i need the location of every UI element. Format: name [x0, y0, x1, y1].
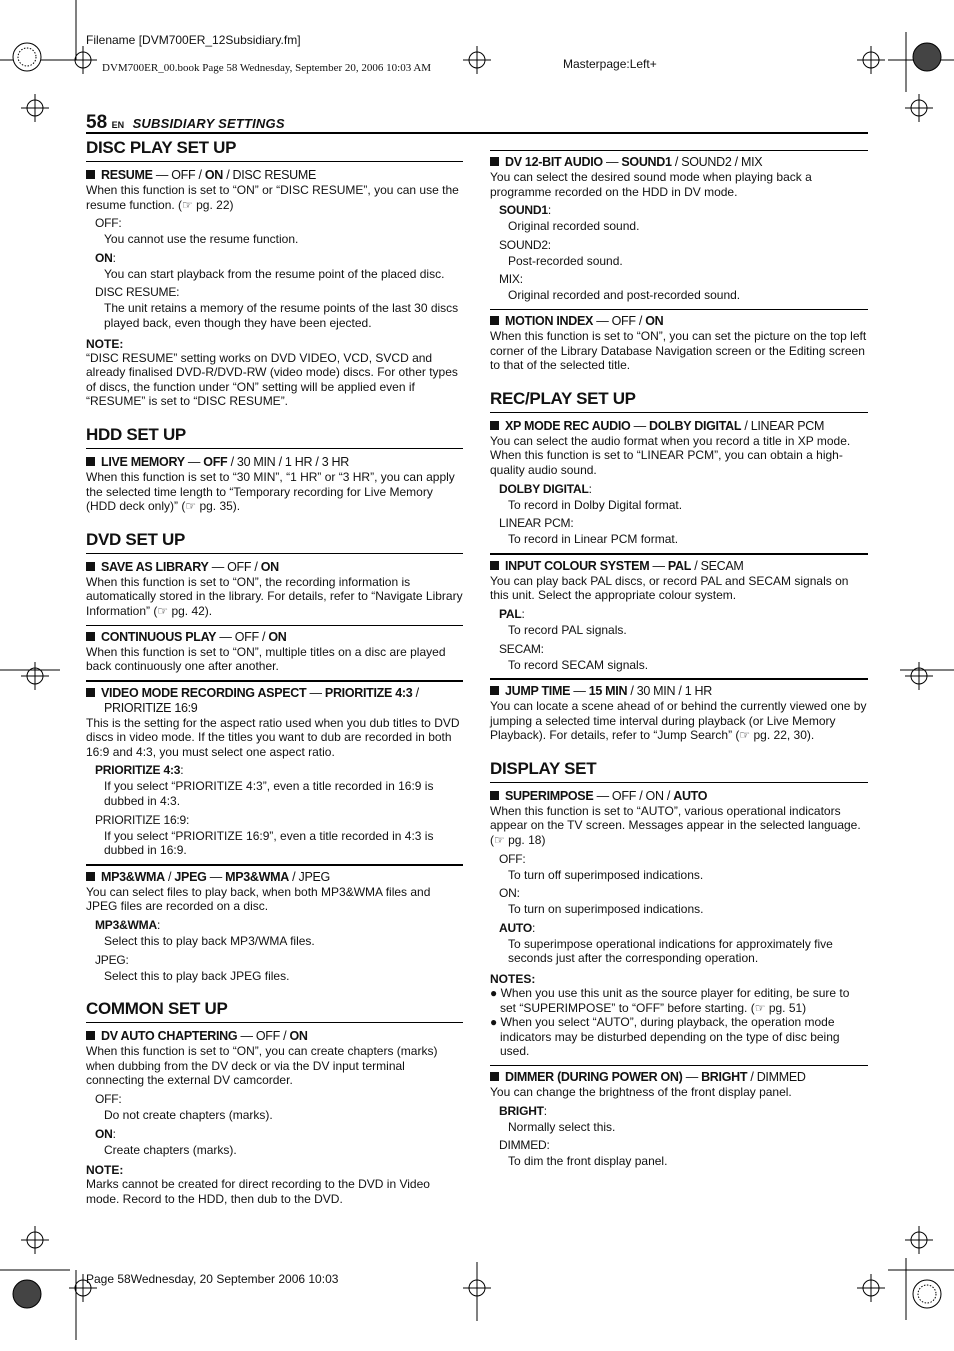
option-desc: To turn on superimposed indications.: [508, 902, 704, 917]
option-label: SOUND1:: [499, 203, 551, 218]
right-column: [490, 146, 868, 1169]
item-body: When this function is set to “30 MIN”, “1 HR” or “3 HR”, you can apply the selected time length to “Temporary recording for Live Memory (HDD deck only)” (☞ pg. 35).: [86, 469, 455, 514]
option-desc: Do not create chapters (marks).: [104, 1108, 273, 1122]
item-body: When this function is set to “ON”, you can create chapters (marks) when dubbing from the DV deck or via the DV input terminal connecting the external DV camcorder.: [86, 1044, 438, 1088]
item-body: When this function is set to “AUTO”, various operational indicators appear on the TV screen. Messages appear in the selected language. (☞ pg. 18): [490, 803, 861, 848]
item-jump-time: [490, 678, 868, 743]
running-header: [86, 112, 868, 134]
book-line: DVM700ER_00.book Page 58 Wednesday, September 20, 2006 10:03 AM: [102, 62, 432, 74]
item-heading: SUPERIMPOSE — OFF / ON / AUTO: [490, 789, 868, 804]
item-dv-auto-chaptering: [86, 1027, 463, 1206]
item-heading: RESUME — OFF / ON / DISC RESUME: [86, 168, 463, 183]
item-continuous-play: [86, 625, 463, 674]
item-heading: DIMMER (DURING POWER ON) — BRIGHT / DIMMED: [490, 1070, 868, 1085]
option-label: PRIORITIZE 4:3:: [95, 763, 184, 778]
option-desc: You can start playback from the resume point of the placed disc.: [104, 266, 445, 281]
section-display: DISPLAY SET: [490, 757, 868, 783]
item-motion-index: [490, 309, 868, 373]
option-desc: To record SECAM signals.: [508, 657, 649, 672]
square-bullet-icon: [490, 561, 499, 570]
option-label: PAL:: [499, 606, 525, 621]
item-dv12-audio: [490, 150, 868, 303]
item-body: When this function is set to “ON” or “DISC RESUME”, you can use the resume function. (☞ pg. 22): [86, 183, 459, 212]
note-heading: NOTE:: [86, 1163, 124, 1178]
option-desc: Create chapters (marks).: [104, 1142, 237, 1157]
option-desc: If you select “PRIORITIZE 4:3”, even a title recorded in 16:9 is dubbed in 4:3.: [104, 779, 434, 809]
square-bullet-icon: [86, 688, 95, 697]
note-bullet: ● When you use this unit as the source player for editing, be sure to set “SUPERIMPOSE” to “OFF” before starting. (☞ pg. 51): [490, 986, 850, 1015]
option-label: ON:: [95, 250, 116, 265]
section-dvd: DVD SET UP: [86, 528, 463, 554]
item-heading: XP MODE REC AUDIO — DOLBY DIGITAL / LINEAR PCM: [490, 419, 868, 434]
option-desc: To dim the front display panel.: [508, 1154, 668, 1169]
option-label: BRIGHT:: [499, 1103, 547, 1118]
option-desc: Post-recorded sound.: [508, 253, 623, 268]
section-common: COMMON SET UP: [86, 997, 463, 1023]
section-disc-play: DISC PLAY SET UP: [86, 136, 463, 162]
item-heading: DV 12-BIT AUDIO — SOUND1 / SOUND2 / MIX: [490, 155, 868, 170]
option-label: OFF:: [95, 216, 122, 231]
item-heading: MP3&WMA / JPEG — MP3&WMA / JPEG: [86, 870, 463, 885]
square-bullet-icon: [490, 421, 499, 430]
square-bullet-icon: [86, 872, 95, 881]
square-bullet-icon: [86, 170, 95, 179]
option-label: SOUND2:: [499, 237, 551, 252]
item-resume: [86, 166, 463, 409]
item-save-library: [86, 558, 463, 619]
option-desc: Original recorded and post-recorded sound.: [508, 288, 741, 303]
item-body: You can locate a scene ahead of or behind the currently viewed one by jumping a selected time interval during playback (or Live Memory Playback). For details, refer to “Jump Search” (☞ pg. 22, 30).: [490, 699, 867, 743]
item-body: When this function is set to “ON”, you can set the picture on the top left corner of the Library Database Navigation screen or the Editing screen to that of the selected title.: [490, 328, 867, 373]
option-desc: To record PAL signals.: [508, 622, 627, 637]
option-label: PRIORITIZE 16:9:: [95, 812, 190, 827]
option-label: DIMMED:: [499, 1138, 550, 1153]
square-bullet-icon: [86, 1031, 95, 1040]
option-label: SECAM:: [499, 641, 544, 656]
note-bullet: ● When you select “AUTO”, during playback, the operation mode indicators may be disturbed depending on the type of disc being used.: [490, 1015, 840, 1059]
note-text: “DISC RESUME” setting works on DVD VIDEO, VCD, SVCD and already finalised DVD-R/DVD-RW (video mode) discs. For other types of discs, the function under “ON” setting will be applied even if “RESUME” is set to “DISC RESUME”.: [86, 350, 458, 409]
running-title: SUBSIDIARY SETTINGS: [132, 116, 285, 131]
item-superimpose: [490, 787, 868, 1059]
item-input-colour: [490, 553, 868, 672]
option-desc: Select this to play back JPEG files.: [104, 968, 290, 983]
option-desc: Original recorded sound.: [508, 219, 640, 234]
item-heading: VIDEO MODE RECORDING ASPECT — PRIORITIZE 4:3 / PRIORITIZE 16:9: [86, 686, 463, 716]
item-live-memory: [86, 453, 463, 514]
item-mp3-jpeg: [86, 864, 463, 983]
option-desc: Normally select this.: [508, 1119, 616, 1134]
option-label: JPEG:: [95, 952, 129, 967]
option-label: MP3&WMA:: [95, 918, 161, 933]
option-label: LINEAR PCM:: [499, 516, 574, 531]
left-column: [86, 136, 463, 1206]
item-body: This is the setting for the aspect ratio used when you dub titles to DVD discs in video mode. If the titles you want to dub are recorded in both 16:9 and 4:3, you must select one aspect ratio.: [86, 715, 460, 759]
section-rec-play: REC/PLAY SET UP: [490, 387, 868, 413]
item-heading: JUMP TIME — 15 MIN / 30 MIN / 1 HR: [490, 684, 868, 699]
option-label: AUTO:: [499, 920, 536, 935]
page-number: 58: [86, 112, 108, 133]
option-desc: You cannot use the resume function.: [104, 232, 299, 247]
item-heading: SAVE AS LIBRARY — OFF / ON: [86, 560, 463, 575]
item-body: You can select files to play back, when both MP3&WMA files and JPEG files are recorded on a disc.: [86, 884, 431, 914]
item-body: When this function is set to “ON”, the recording information is automatically stored in the library. For details, refer to “Navigate Library Information” (☞ pg. 42).: [86, 574, 463, 618]
item-body: You can change the brightness of the front display panel.: [490, 1085, 792, 1099]
item-body: You can play back PAL discs, or record PAL and SECAM signals on this unit. Select the appropriate colour system.: [490, 573, 849, 603]
item-heading: INPUT COLOUR SYSTEM — PAL / SECAM: [490, 559, 868, 574]
note-heading: NOTE:: [86, 336, 124, 351]
option-label: MIX:: [499, 272, 523, 287]
option-desc: If you select “PRIORITIZE 16:9”, even a title recorded in 4:3 is dubbed in 16:9.: [104, 828, 434, 858]
option-desc: To record in Linear PCM format.: [508, 532, 679, 547]
item-xp-mode: [490, 417, 868, 547]
option-label: OFF:: [95, 1092, 122, 1106]
square-bullet-icon: [490, 1072, 499, 1081]
item-body: When this function is set to “ON”, multiple titles on a disc are played back continuously one after another.: [86, 644, 446, 674]
option-label: ON:: [499, 886, 520, 901]
item-heading: LIVE MEMORY — OFF / 30 MIN / 1 HR / 3 HR: [86, 455, 463, 470]
option-desc: To superimpose operational indications for approximately five seconds just after the corresponding operation.: [508, 936, 833, 966]
item-recording-aspect: [86, 680, 463, 858]
option-desc: Select this to play back MP3/WMA files.: [104, 934, 315, 949]
square-bullet-icon: [490, 791, 499, 800]
option-desc: To turn off superimposed indications.: [508, 867, 704, 882]
note-text: Marks cannot be created for direct recording to the DVD in Video mode. Record to the HDD, then dub to the DVD.: [86, 1177, 430, 1206]
item-body: You can select the desired sound mode when playing back a programme recorded on the HDD in DV mode.: [490, 170, 812, 199]
square-bullet-icon: [490, 686, 499, 695]
square-bullet-icon: [490, 316, 499, 325]
option-label: DOLBY DIGITAL:: [499, 481, 592, 496]
option-label: ON:: [95, 1126, 116, 1141]
masterpage-label: Masterpage:Left+: [563, 57, 657, 71]
square-bullet-icon: [490, 157, 499, 166]
notes-heading: NOTES:: [490, 972, 536, 987]
item-heading: DV AUTO CHAPTERING — OFF / ON: [86, 1029, 463, 1044]
filename-label: Filename [DVM700ER_12Subsidiary.fm]: [86, 33, 301, 47]
item-body: You can select the audio format when you record a title in XP mode. When this function is set to “LINEAR PCM”, you can obtain a high-quality audio sound.: [490, 433, 851, 477]
lang-label: EN: [111, 120, 125, 130]
footer-text: Page 58Wednesday, 20 September 2006 10:03: [86, 1272, 339, 1286]
square-bullet-icon: [86, 562, 95, 571]
item-heading: MOTION INDEX — OFF / ON: [490, 314, 868, 329]
item-heading: CONTINUOUS PLAY — OFF / ON: [86, 630, 463, 645]
option-label: OFF:: [499, 851, 526, 866]
item-dimmer: [490, 1065, 868, 1169]
option-desc: To record in Dolby Digital format.: [508, 497, 683, 512]
square-bullet-icon: [86, 632, 95, 641]
option-label: DISC RESUME:: [95, 285, 180, 300]
square-bullet-icon: [86, 457, 95, 466]
section-hdd: HDD SET UP: [86, 423, 463, 449]
option-desc: The unit retains a memory of the resume points of the last 30 discs played back, even though they have been ejected.: [104, 301, 459, 330]
